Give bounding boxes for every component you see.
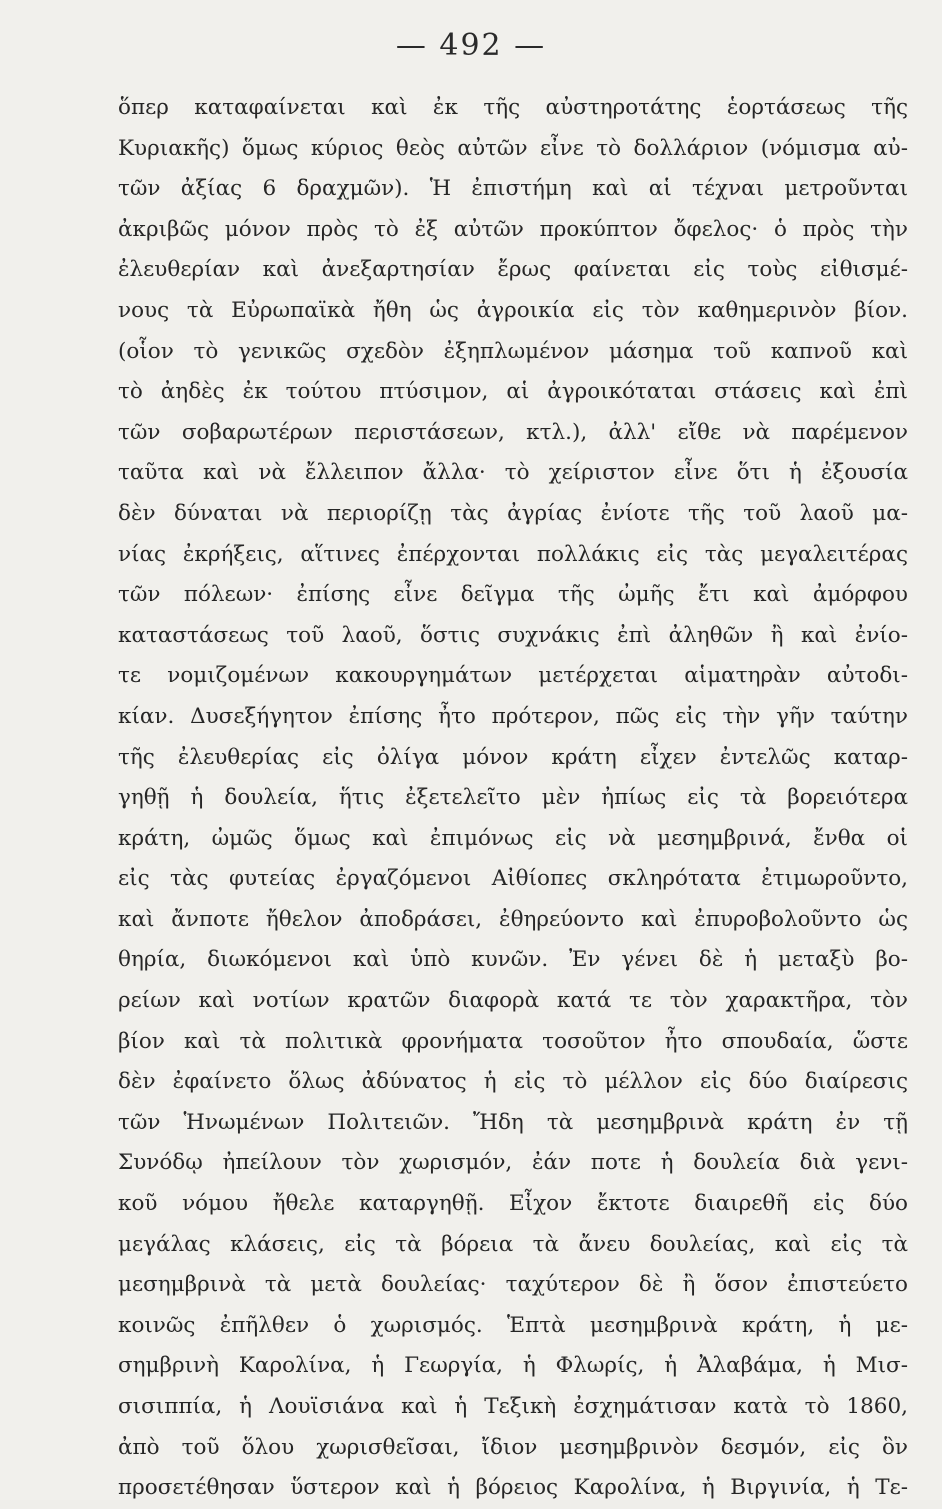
text-line: Κυριακῆς) ὅμως κύριος θεὸς αὐτῶν εἶνε τὸ δολλάριον (νόμισμα αὐ- — [118, 135, 908, 161]
text-line: μεγάλας κλάσεις, εἰς τὰ βόρεια τὰ ἄνευ δουλείας, καὶ εἰς τὰ — [118, 1231, 908, 1257]
text-line: σημβρινὴ Καρολίνα, ἡ Γεωργία, ἡ Φλωρίς, ἡ Ἀλαβάμα, ἡ Μισ- — [118, 1353, 908, 1379]
text-line: προσετέθησαν ὕστερον καὶ ἡ βόρειος Καρολίνα, ἡ Βιργινία, ἡ Τε- — [118, 1475, 908, 1501]
text-line: Συνόδῳ ἠπείλουν τὸν χωρισμόν, ἐάν ποτε ἡ δουλεία διὰ γενι- — [118, 1150, 908, 1176]
text-line: σισιππία, ἡ Λουϊσιάνα καὶ ἡ Τεξικὴ ἐσχημάτισαν κατὰ τὸ 1860, — [118, 1394, 908, 1419]
text-line: τῆς ἐλευθερίας εἰς ὀλίγα μόνον κράτη εἶχεν ἐντελῶς καταρ- — [118, 744, 908, 770]
text-line: νίας ἐκρήξεις, αἵτινες ἐπέρχονται πολλάκις εἰς τὰς μεγαλειτέρας — [118, 541, 908, 567]
text-line: κράτη, ὠμῶς ὅμως καὶ ἐπιμόνως εἰς νὰ μεσημβρινά, ἔνθα οἱ — [118, 825, 908, 851]
page-body-text — [118, 88, 908, 1509]
text-line: τὸ ἀηδὲς ἐκ τούτου πτύσιμον, αἱ ἀγροικόταται στάσεις καὶ ἐπὶ — [118, 379, 908, 405]
text-line: μεσημβρινὰ τὰ μετὰ δουλείας· ταχύτερον δὲ ἢ ὅσον ἐπιστεύετο — [118, 1272, 908, 1298]
text-line: γηθῇ ἡ δουλεία, ἥτις ἐξετελεῖτο μὲν ἠπίως εἰς τὰ βορειότερα — [118, 785, 908, 811]
text-line: τῶν Ἡνωμένων Πολιτειῶν. Ἤδη τὰ μεσημβρινὰ κράτη ἐν τῇ — [118, 1109, 908, 1135]
text-line: βίον καὶ τὰ πολιτικὰ φρονήματα τοσοῦτον ἦτο σπουδαία, ὥστε — [118, 1028, 908, 1054]
text-line: δὲν δύναται νὰ περιορίζῃ τὰς ἀγρίας ἐνίοτε τῆς τοῦ λαοῦ μα- — [118, 500, 908, 526]
text-line: θηρία, διωκόμενοι καὶ ὑπὸ κυνῶν. Ἐν γένει δὲ ἡ μεταξὺ βο- — [118, 947, 908, 973]
text-line: (οἷον τὸ γενικῶς σχεδὸν ἐξηπλωμένον μάσημα τοῦ καπνοῦ καὶ — [118, 338, 908, 364]
text-line: ὅπερ καταφαίνεται καὶ ἐκ τῆς αὐστηροτάτης ἑορτάσεως τῆς — [118, 95, 908, 120]
text-line: κοινῶς ἐπῆλθεν ὁ χωρισμός. Ἑπτὰ μεσημβρινὰ κράτη, ἡ με- — [118, 1312, 908, 1338]
text-line: κίαν. Δυσεξήγητον ἐπίσης ἦτο πρότερον, πῶς εἰς τὴν γῆν ταύτην — [118, 703, 908, 729]
text-line: κοῦ νόμου ἤθελε καταργηθῇ. Εἶχον ἔκτοτε διαιρεθῆ εἰς δύο — [118, 1191, 908, 1217]
text-line: ἐλευθερίαν καὶ ἀνεξαρτησίαν ἔρως φαίνεται εἰς τοὺς εἰθισμέ- — [118, 257, 908, 283]
text-line: νους τὰ Εὐρωπαϊκὰ ἤθη ὡς ἀγροικία εἰς τὸν καθημερινὸν βίον. — [118, 297, 908, 323]
text-line: καταστάσεως τοῦ λαοῦ, ὅστις συχνάκις ἐπὶ ἀληθῶν ἢ καὶ ἐνίο- — [118, 622, 908, 648]
text-line: καὶ ἄνποτε ἤθελον ἀποδράσει, ἐθηρεύοντο καὶ ἐπυροβολοῦντο ὡς — [118, 906, 908, 932]
text-line: δὲν ἐφαίνετο ὅλως ἀδύνατος ἡ εἰς τὸ μέλλον εἰς δύο διαίρεσις — [118, 1069, 908, 1095]
text-line: εἰς τὰς φυτείας ἐργαζόμενοι Αἰθίοπες σκληρότατα ἐτιμωροῦντο, — [118, 866, 908, 892]
text-line: τῶν πόλεων· ἐπίσης εἶνε δεῖγμα τῆς ὠμῆς ἔτι καὶ ἀμόρφου — [118, 582, 908, 608]
text-line: τῶν ἀξίας 6 δραχμῶν). Ἡ ἐπιστήμη καὶ αἱ τέχναι μετροῦνται — [118, 176, 908, 202]
page-number-header: — 492 — — [395, 28, 547, 63]
text-line: ταῦτα καὶ νὰ ἔλλειπον ἄλλα· τὸ χείριστον εἶνε ὅτι ἡ ἐξουσία — [118, 460, 908, 486]
text-line: ἀκριβῶς μόνον πρὸς τὸ ἐξ αὐτῶν προκύπτον ὄφελος· ὁ πρὸς τὴν — [118, 216, 908, 242]
text-line: ἀπὸ τοῦ ὅλου χωρισθεῖσαι, ἴδιον μεσημβρινὸν δεσμόν, εἰς ὃν — [118, 1434, 908, 1460]
text-line: τῶν σοβαρωτέρων περιστάσεων, κτλ.), ἀλλ' εἴθε νὰ παρέμενον — [118, 419, 908, 445]
text-line: ρείων καὶ νοτίων κρατῶν διαφορὰ κατά τε τὸν χαρακτῆρα, τὸν — [118, 988, 908, 1014]
text-line: τε νομιζομένων κακουργημάτων μετέρχεται αἱματηρὰν αὐτοδι- — [118, 663, 908, 689]
